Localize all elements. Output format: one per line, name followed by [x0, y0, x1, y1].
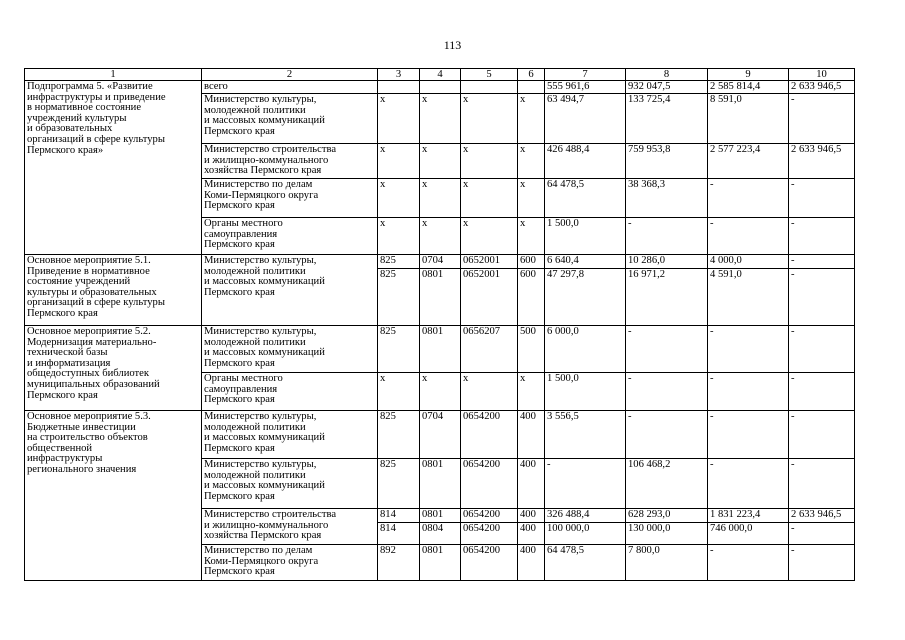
- column-header: 3: [378, 69, 420, 81]
- table-cell: -: [626, 411, 708, 459]
- table-cell: 759 953,8: [626, 144, 708, 179]
- table-cell: x: [461, 94, 518, 144]
- table-cell: [420, 81, 461, 94]
- table-cell: 600: [518, 255, 545, 269]
- table-cell: 6 000,0: [545, 326, 626, 373]
- table-cell: 825: [378, 411, 420, 459]
- table-cell: 0801: [420, 269, 461, 326]
- table-cell: x: [461, 373, 518, 411]
- table-cell: Министерство культуры, молодежной политики и массовых коммуникаций Пермского края: [202, 326, 378, 373]
- column-header: 9: [708, 69, 789, 81]
- table-cell: 2 577 223,4: [708, 144, 789, 179]
- table-cell: 0654200: [461, 523, 518, 545]
- column-header: 10: [789, 69, 855, 81]
- table-cell: 2 633 946,5: [789, 81, 855, 94]
- table-cell: x: [378, 144, 420, 179]
- table-cell: -: [708, 459, 789, 509]
- table-cell: -: [708, 411, 789, 459]
- table-cell: x: [420, 179, 461, 218]
- table-cell: Министерство строительства и жилищно-коммунального хозяйства Пермского края: [202, 144, 378, 179]
- table-cell: [378, 81, 420, 94]
- table-cell: 0652001: [461, 269, 518, 326]
- table-cell: Основное мероприятие 5.3. Бюджетные инвестиции на строительство объектов общественной инфраструктуры регионального значения: [25, 411, 202, 581]
- table-cell: 400: [518, 523, 545, 545]
- table-cell: x: [518, 94, 545, 144]
- table-cell: 0652001: [461, 255, 518, 269]
- table-cell: 0804: [420, 523, 461, 545]
- table-cell: 0654200: [461, 509, 518, 523]
- table-cell: x: [378, 373, 420, 411]
- column-header: 4: [420, 69, 461, 81]
- table-cell: 825: [378, 255, 420, 269]
- table-cell: 1 500,0: [545, 218, 626, 255]
- table-row: [25, 411, 855, 459]
- page-number: 113: [443, 38, 462, 52]
- table-cell: 0656207: [461, 326, 518, 373]
- table-cell: 2 585 814,4: [708, 81, 789, 94]
- table-cell: -: [789, 326, 855, 373]
- table-cell: Основное мероприятие 5.1. Приведение в нормативное состояние учреждений культуры и образовательных организаций в сфере культуры Пермского края: [25, 255, 202, 326]
- table-cell: 814: [378, 509, 420, 523]
- table-cell: x: [518, 179, 545, 218]
- table-cell: 47 297,8: [545, 269, 626, 326]
- table-cell: x: [518, 373, 545, 411]
- column-header: 5: [461, 69, 518, 81]
- table-cell: -: [708, 218, 789, 255]
- table-cell: x: [378, 179, 420, 218]
- table-cell: -: [789, 459, 855, 509]
- table-row: [25, 81, 855, 94]
- table-cell: -: [789, 218, 855, 255]
- table-cell: 892: [378, 545, 420, 581]
- table-cell: 10 286,0: [626, 255, 708, 269]
- table-cell: [518, 81, 545, 94]
- table-cell: -: [789, 94, 855, 144]
- table-cell: -: [626, 373, 708, 411]
- table-cell: 64 478,5: [545, 545, 626, 581]
- table-cell: 555 961,6: [545, 81, 626, 94]
- table-cell: x: [378, 94, 420, 144]
- table-cell: -: [789, 545, 855, 581]
- table-cell: 0654200: [461, 545, 518, 581]
- table-cell: -: [789, 373, 855, 411]
- table-cell: 133 725,4: [626, 94, 708, 144]
- table-cell: 825: [378, 269, 420, 326]
- column-header: 2: [202, 69, 378, 81]
- table-cell: [461, 81, 518, 94]
- table-cell: Основное мероприятие 5.2. Модернизация материально- технической базы и информатизация общедоступных библиотек муниципальных образований Пермского края: [25, 326, 202, 411]
- table-cell: 400: [518, 509, 545, 523]
- table-cell: x: [461, 144, 518, 179]
- table-cell: Министерство культуры, молодежной политики и массовых коммуникаций Пермского края: [202, 94, 378, 144]
- table-row: [25, 255, 855, 269]
- table-cell: 500: [518, 326, 545, 373]
- table-cell: x: [420, 218, 461, 255]
- table-cell: Органы местного самоуправления Пермского края: [202, 373, 378, 411]
- table-cell: -: [626, 326, 708, 373]
- table-cell: -: [708, 179, 789, 218]
- table-cell: Министерство культуры, молодежной политики и массовых коммуникаций Пермского края: [202, 459, 378, 509]
- table-cell: -: [708, 545, 789, 581]
- table-cell: 100 000,0: [545, 523, 626, 545]
- table-cell: x: [378, 218, 420, 255]
- table-cell: -: [708, 326, 789, 373]
- table-cell: 426 488,4: [545, 144, 626, 179]
- table-cell: 63 494,7: [545, 94, 626, 144]
- table-cell: 7 800,0: [626, 545, 708, 581]
- table-cell: Министерство культуры, молодежной политики и массовых коммуникаций Пермского края: [202, 411, 378, 459]
- table-cell: 3 556,5: [545, 411, 626, 459]
- column-header: 7: [545, 69, 626, 81]
- table-cell: 64 478,5: [545, 179, 626, 218]
- table-cell: 8 591,0: [708, 94, 789, 144]
- table-header: [25, 69, 855, 81]
- table-cell: x: [461, 218, 518, 255]
- table-cell: 814: [378, 523, 420, 545]
- table-cell: -: [626, 218, 708, 255]
- table-cell: -: [789, 179, 855, 218]
- table-cell: 4 000,0: [708, 255, 789, 269]
- table-cell: x: [420, 94, 461, 144]
- table-cell: x: [420, 144, 461, 179]
- table-cell: 38 368,3: [626, 179, 708, 218]
- table-cell: x: [518, 144, 545, 179]
- table-cell: Министерство по делам Коми-Пермяцкого округа Пермского края: [202, 545, 378, 581]
- table-cell: 932 047,5: [626, 81, 708, 94]
- table-cell: 0801: [420, 326, 461, 373]
- table-cell: 600: [518, 269, 545, 326]
- table-cell: -: [789, 255, 855, 269]
- table-cell: 628 293,0: [626, 509, 708, 523]
- table-cell: Министерство по делам Коми-Пермяцкого округа Пермского края: [202, 179, 378, 218]
- table-cell: 746 000,0: [708, 523, 789, 545]
- column-header: 8: [626, 69, 708, 81]
- table-body: [25, 81, 855, 581]
- table-cell: -: [545, 459, 626, 509]
- table-cell: -: [708, 373, 789, 411]
- table-cell: 400: [518, 411, 545, 459]
- table-cell: 0801: [420, 545, 461, 581]
- table-cell: 2 633 946,5: [789, 509, 855, 523]
- table-cell: 2 633 946,5: [789, 144, 855, 179]
- table-cell: -: [789, 523, 855, 545]
- table-cell: x: [518, 218, 545, 255]
- table-cell: 0704: [420, 255, 461, 269]
- table-cell: Органы местного самоуправления Пермского края: [202, 218, 378, 255]
- table-cell: 1 500,0: [545, 373, 626, 411]
- column-header: 1: [25, 69, 202, 81]
- table-cell: 130 000,0: [626, 523, 708, 545]
- table-row: [25, 326, 855, 373]
- table-cell: 400: [518, 545, 545, 581]
- table-cell: 400: [518, 459, 545, 509]
- table-cell: x: [461, 179, 518, 218]
- table-cell: Подпрограмма 5. «Развитие инфраструктуры и приведение в нормативное состояние учреждений культуры и образовательных организаций в сфере культуры Пермского края»: [25, 81, 202, 255]
- table-cell: -: [789, 411, 855, 459]
- table-cell: 0801: [420, 459, 461, 509]
- table-cell: 4 591,0: [708, 269, 789, 326]
- table-cell: 6 640,4: [545, 255, 626, 269]
- table-cell: x: [420, 373, 461, 411]
- table-cell: 0654200: [461, 459, 518, 509]
- table-cell: всего: [202, 81, 378, 94]
- column-header: 6: [518, 69, 545, 81]
- table-cell: 0704: [420, 411, 461, 459]
- table-cell: 825: [378, 459, 420, 509]
- table-cell: 0654200: [461, 411, 518, 459]
- table-cell: Министерство строительства и жилищно-коммунального хозяйства Пермского края: [202, 509, 378, 545]
- budget-table: [24, 68, 855, 581]
- table-cell: 0801: [420, 509, 461, 523]
- table-cell: 16 971,2: [626, 269, 708, 326]
- table-cell: 825: [378, 326, 420, 373]
- table-cell: 1 831 223,4: [708, 509, 789, 523]
- table-cell: 106 468,2: [626, 459, 708, 509]
- table-cell: 326 488,4: [545, 509, 626, 523]
- table-cell: -: [789, 269, 855, 326]
- table-cell: Министерство культуры, молодежной политики и массовых коммуникаций Пермского края: [202, 255, 378, 326]
